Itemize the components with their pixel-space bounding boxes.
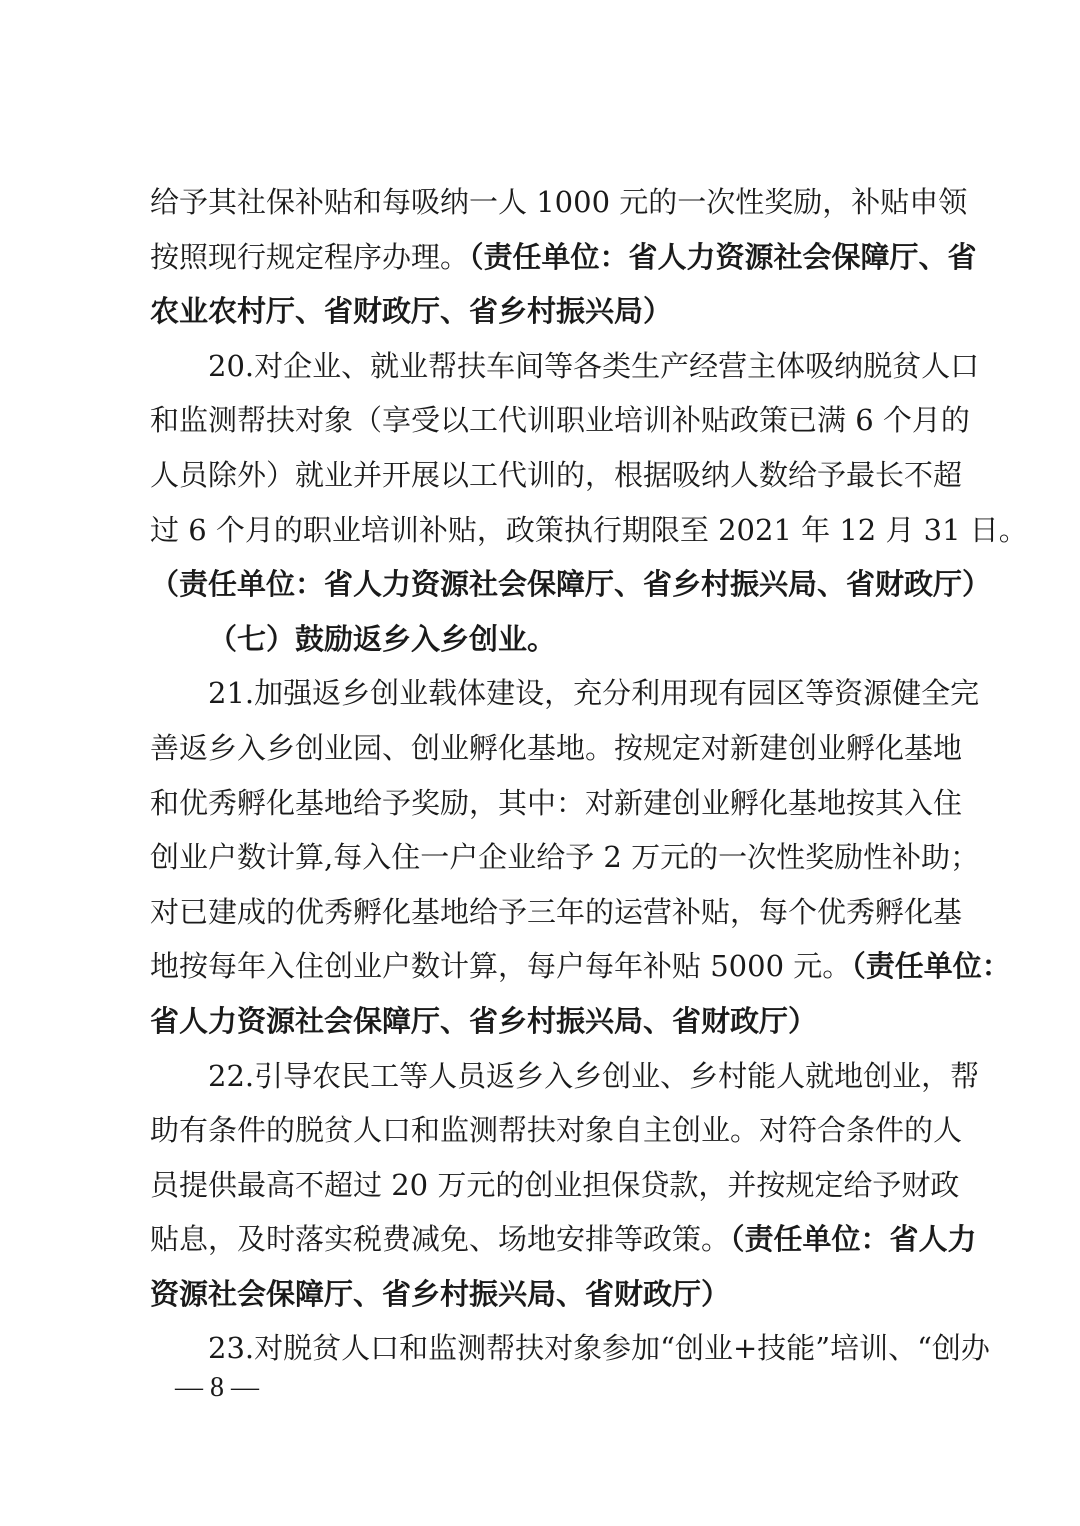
text-segment: 员提供最高不超过 20 万元的创业担保贷款，并按规定给予财政 (150, 1167, 960, 1202)
text-line (150, 557, 992, 612)
bold-text-segment: （七）鼓励返乡入乡创业。 (208, 621, 557, 656)
text-segment: 地按每年入住创业户数计算，每户每年补贴 5000 元。 (150, 949, 852, 984)
text-line (150, 776, 963, 831)
text-line (150, 1103, 963, 1158)
bold-text-segment: 资源社会保障厅、省乡村振兴局、省财政厅） (150, 1276, 731, 1311)
bold-text-segment: 省人力资源社会保障厅、省乡村振兴局、省财政厅） (150, 1003, 818, 1038)
text-segment: 创业户数计算,每入住一户企业给予 2 万元的一次性奖励性补助； (150, 840, 980, 875)
text-line (150, 393, 970, 448)
text-segment: 和优秀孵化基地给予奖励，其中：对新建创业孵化基地按其入住 (150, 785, 963, 820)
text-line (150, 503, 1028, 558)
text-segment: 人员除外）就业并开展以工代训的，根据吸纳人数给予最长不超 (150, 457, 963, 492)
text-line (150, 284, 930, 339)
text-line (150, 939, 1011, 994)
text-line (150, 448, 963, 503)
text-line (150, 612, 930, 667)
text-segment: 助有条件的脱贫人口和监测帮扶对象自主创业。对符合条件的人 (150, 1113, 963, 1148)
document-body (150, 175, 1028, 1376)
text-line (150, 1049, 980, 1104)
bold-text-segment: （责任单位： (851, 949, 1011, 984)
bold-text-segment: （责任单位：省人力资源社会保障厅、省乡村振兴局、省财政厅） (150, 567, 992, 602)
text-segment: 20.对企业、就业帮扶车间等各类生产经营主体吸纳脱贫人口 (208, 348, 980, 383)
text-line (150, 994, 930, 1049)
text-line (150, 885, 963, 940)
text-segment: 过 6 个月的职业培训补贴，政策执行期限至 2021 年 12 月 31 日。 (150, 512, 1028, 547)
text-segment: 23.对脱贫人口和监测帮扶对象参加“创业+技能”培训、“创办 (208, 1331, 990, 1366)
text-line (150, 175, 968, 230)
text-line (150, 1212, 977, 1267)
bold-text-segment: （责任单位：省人力资源社会保障厅、省 (469, 239, 977, 274)
page-number: — 8 — (175, 1372, 259, 1403)
text-line (150, 830, 980, 885)
text-segment: 善返乡入乡创业园、创业孵化基地。按规定对新建创业孵化基地 (150, 730, 963, 765)
text-segment: 给予其社保补贴和每吸纳一人 1000 元的一次性奖励，补贴申领 (150, 185, 968, 219)
text-line (150, 721, 963, 776)
text-segment: 对已建成的优秀孵化基地给予三年的运营补贴，每个优秀孵化基 (150, 894, 963, 929)
text-segment: 21.加强返乡创业载体建设，充分利用现有园区等资源健全完 (208, 676, 980, 711)
bold-text-segment: （责任单位：省人力 (730, 1222, 977, 1257)
text-line (150, 1158, 960, 1213)
text-segment: 按照现行规定程序办理。 (150, 239, 470, 274)
text-segment: 22.引导农民工等人员返乡入乡创业、乡村能人就地创业，帮 (208, 1058, 980, 1093)
text-segment: 贴息，及时落实税费减免、场地安排等政策。 (150, 1222, 731, 1257)
bold-text-segment: 农业农村厅、省财政厅、省乡村振兴局） (150, 294, 673, 329)
text-segment: 和监测帮扶对象（享受以工代训职业培训补贴政策已满 6 个月的 (150, 403, 970, 438)
text-line (150, 666, 980, 721)
text-line (150, 1321, 990, 1376)
text-line (150, 230, 977, 285)
text-line (150, 339, 980, 394)
text-line (150, 1267, 930, 1322)
